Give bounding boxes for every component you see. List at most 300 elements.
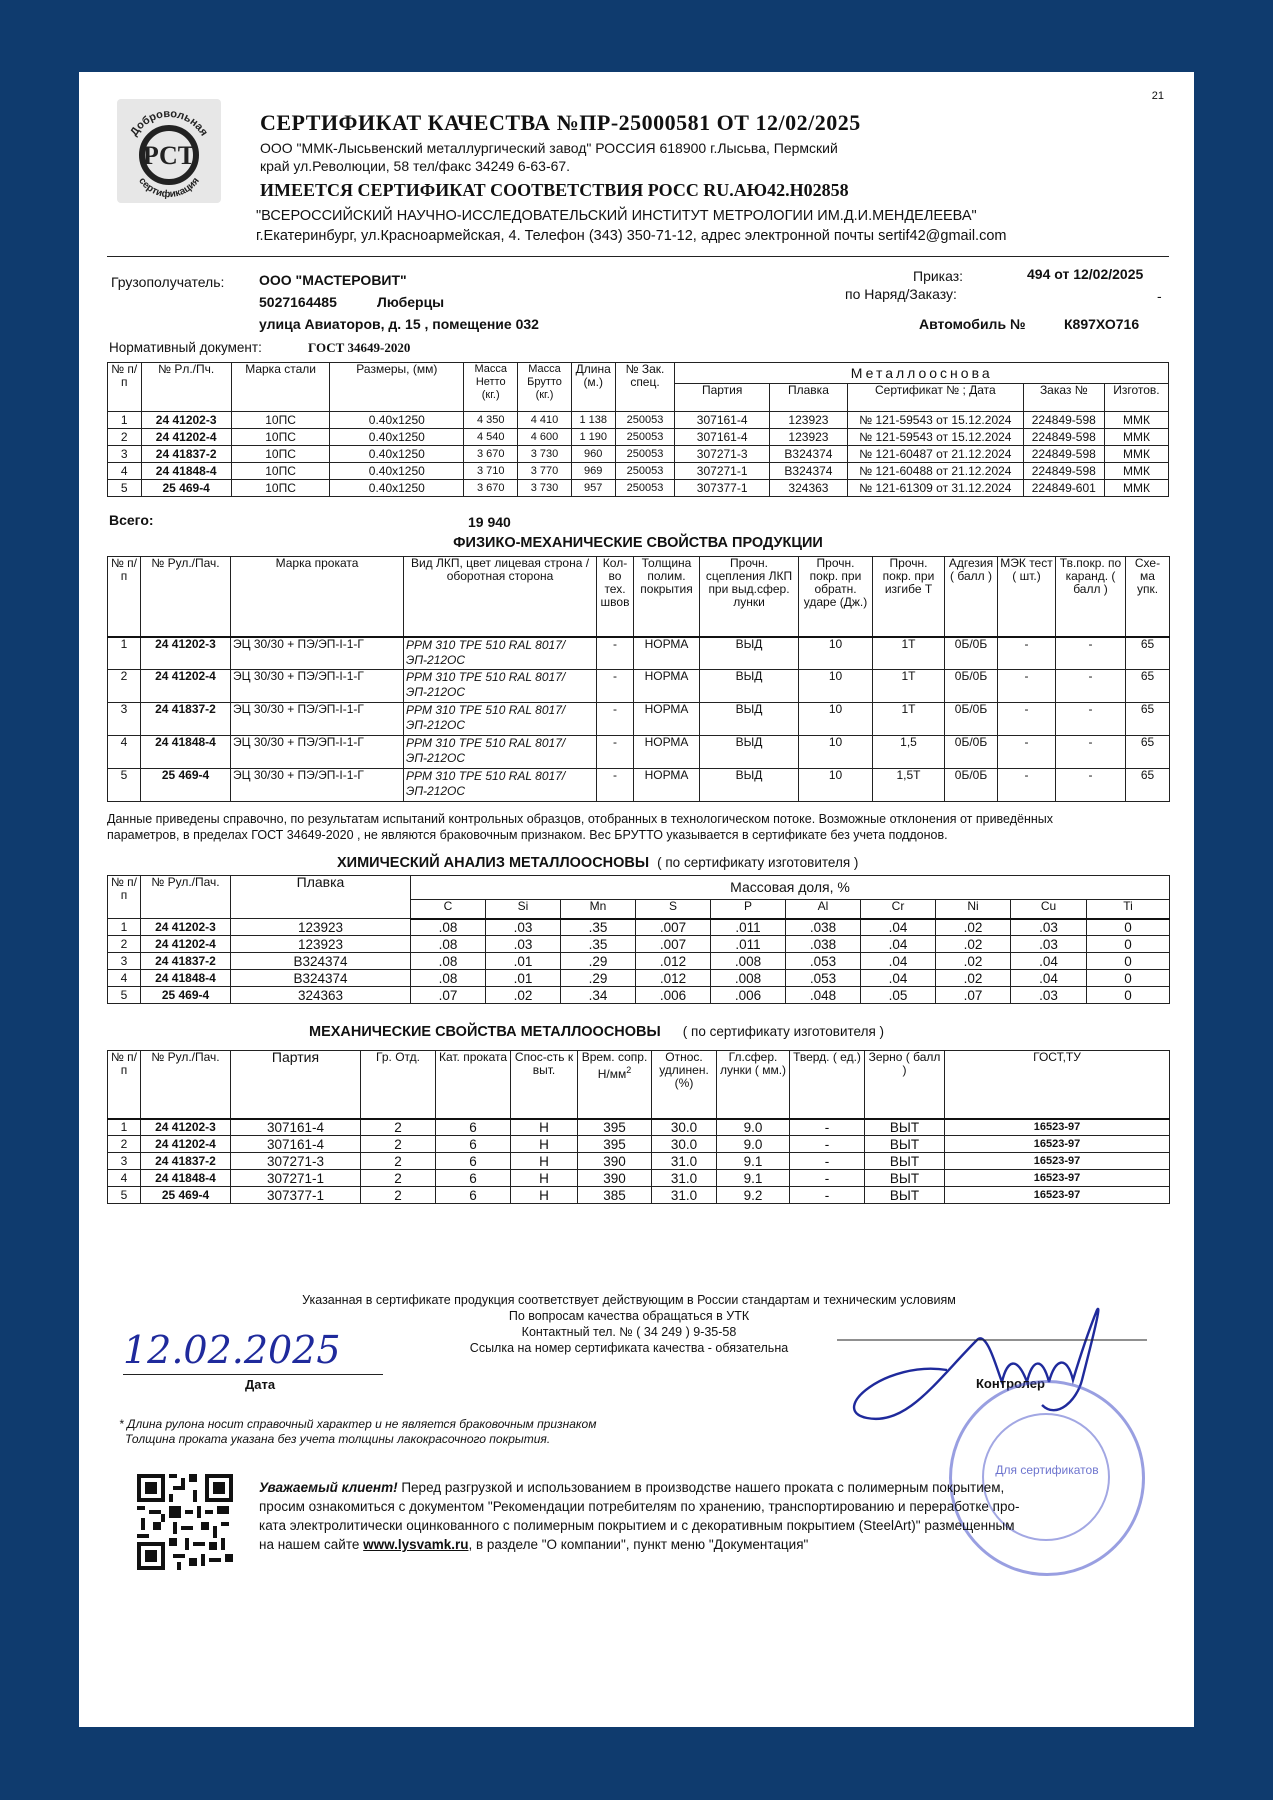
t1-cell-roll: 24 41837-2 — [141, 446, 231, 463]
t4-h-category: Кат. проката — [436, 1051, 511, 1119]
t4-cell-cupping: 9.2 — [717, 1187, 790, 1204]
t2-h-coating: Вид ЛКП, цвет лицевая строна / оборотная сторона — [404, 557, 597, 637]
t3-cell-heat: В324374 — [231, 970, 411, 987]
t2-cell-thickness: НОРМА — [634, 703, 700, 736]
t4-cell-group: 2 — [361, 1136, 436, 1153]
t3-cell-el-ti: 0 — [1087, 987, 1170, 1004]
t1-h-cert: Сертификат № ; Дата — [848, 384, 1024, 412]
t2-cell-coating-back: ЭП-212ОС — [406, 718, 466, 732]
physmech-note-2: параметров, в пределах ГОСТ 34649-2020 , не являются браковочным признаком. Вес БРУТТО указывается в сертификате без учета поддонов. — [107, 828, 948, 842]
t1-cell-cert: № 121-60487 от 21.12.2024 — [848, 446, 1024, 463]
t2-cell-mek: - — [998, 670, 1056, 703]
client-line-2: просим ознакомиться с документом "Рекомендации потребителям по хранению, транспортированию и переработке про- — [259, 1499, 1020, 1514]
t2-cell-pack: 65 — [1126, 637, 1170, 670]
t4-cell-category: 6 — [436, 1170, 511, 1187]
t3-cell-el-s: .007 — [636, 936, 711, 953]
t3-cell-el-cu: .03 — [1011, 936, 1087, 953]
stamp-text: Для сертификатов — [995, 1463, 1099, 1477]
t2-cell-coating — [404, 670, 597, 703]
t1-cell-gross: 3 770 — [518, 463, 572, 480]
logo-top-text: Добровольная — [128, 107, 210, 139]
certificate-sheet — [79, 72, 1194, 1727]
t1-cell-batch: 307161-4 — [675, 412, 769, 429]
t2-cell-pack: 65 — [1126, 670, 1170, 703]
t2-cell-product: ЭЦ 30/30 + ПЭ/ЭП-I-1-Г — [231, 670, 404, 703]
t2-cell-product: ЭЦ 30/30 + ПЭ/ЭП-I-1-Г — [231, 736, 404, 769]
t4-body — [108, 1119, 1170, 1204]
t4-cell-num: 5 — [108, 1187, 141, 1204]
t3-cell-el-mn: .35 — [561, 936, 636, 953]
t2-cell-coating-back: ЭП-212ОС — [406, 685, 466, 699]
t4-cell-gost: 16523-97 — [945, 1153, 1170, 1170]
t3-cell-el-c: .08 — [411, 970, 486, 987]
t2-cell-adhesion: 0Б/0Б — [945, 703, 998, 736]
t4-cell-category: 6 — [436, 1136, 511, 1153]
t2-cell-thickness: НОРМА — [634, 736, 700, 769]
t2-cell-coating — [404, 769, 597, 802]
t3-cell-el-cr: .04 — [861, 936, 936, 953]
t4-cell-tensile: 390 — [578, 1153, 652, 1170]
t2-cell-thickness: НОРМА — [634, 769, 700, 802]
t4-cell-num: 1 — [108, 1119, 141, 1136]
t2-body — [108, 637, 1170, 802]
t2-cell-coating-back: ЭП-212ОС — [406, 784, 466, 798]
t3-cell-el-c: .08 — [411, 953, 486, 970]
t1-h-gross: Масса Брутто (кг.) — [518, 363, 572, 412]
rst-logo — [117, 99, 221, 203]
t4-cell-drawability: Н — [511, 1153, 578, 1170]
maker-line-1: ООО "ММК-Лысьвенский металлургический завод" РОССИЯ 618900 г.Лысьва, Пермский — [260, 140, 838, 156]
total-value: 19 940 — [468, 514, 511, 530]
t3-cell-el-c: .08 — [411, 919, 486, 936]
controller-label: Контролер — [976, 1376, 1045, 1391]
table-row — [108, 703, 1170, 736]
t4-cell-hardness: - — [790, 1187, 865, 1204]
t4-cell-batch: 307271-3 — [231, 1153, 361, 1170]
t4-cell-group: 2 — [361, 1153, 436, 1170]
t1-cell-order-no: 224849-598 — [1023, 463, 1104, 480]
t1-cell-net: 4 540 — [464, 429, 518, 446]
t4-cell-tensile: 385 — [578, 1187, 652, 1204]
t3-cell-heat: В324374 — [231, 953, 411, 970]
chem-title: ХИМИЧЕСКИЙ АНАЛИЗ МЕТАЛЛООСНОВЫ — [337, 855, 650, 871]
physmech-note-1: Данные приведены справочно, по результатам испытаний контрольных образцов, отобранных в технологическом потоке. Возможные отклонения от приведённых — [107, 812, 1054, 826]
t3-cell-roll: 24 41837-2 — [141, 953, 231, 970]
t2-cell-seams: - — [597, 703, 634, 736]
mech-title-line — [309, 1024, 884, 1040]
t2-cell-coating-back: ЭП-212ОС — [406, 652, 466, 667]
t1-h-batch: Партия — [675, 384, 769, 412]
t3-cell-el-s: .006 — [636, 987, 711, 1004]
t4-cell-group: 2 — [361, 1187, 436, 1204]
institute-address: г.Екатеринбург, ул.Красноармейская, 4. Телефон (343) 350-71-12, адрес электронной почты sertif42@gmail.com — [256, 228, 1007, 244]
t4-cell-roll: 24 41837-2 — [141, 1153, 231, 1170]
t1-cell-gross: 3 730 — [518, 480, 572, 497]
t2-cell-mek: - — [998, 736, 1056, 769]
t1-h-length: Длина (м.) — [571, 363, 615, 412]
t4-h-roll: № Рул./Пач. — [141, 1051, 231, 1119]
t2-cell-coating-face: PPM 310 TPE 510 RAL 8017/ — [406, 637, 566, 652]
t1-cell-num: 1 — [108, 412, 142, 429]
t1-cell-maker: ММК — [1104, 480, 1168, 497]
t2-h-product: Марка проката — [231, 557, 404, 637]
t2-cell-impact: 10 — [799, 736, 873, 769]
t1-cell-length: 1 138 — [571, 412, 615, 429]
t4-cell-roll: 24 41848-4 — [141, 1170, 231, 1187]
t3-cell-el-ni: .02 — [936, 936, 1011, 953]
order-value: 494 от 12/02/2025 — [1027, 266, 1144, 282]
t4-cell-batch: 307161-4 — [231, 1119, 361, 1136]
t1-cell-net: 3 670 — [464, 480, 518, 497]
t4-cell-grain: ВЫТ — [865, 1119, 945, 1136]
t4-h-group: Гр. Отд. — [361, 1051, 436, 1119]
t1-cell-length: 969 — [571, 463, 615, 480]
compliance-line-4: Ссылка на номер сертификата качества - обязательна — [469, 1341, 789, 1355]
t1-cell-num: 5 — [108, 480, 142, 497]
t1-cell-steel: 10ПС — [231, 412, 329, 429]
t3-cell-el-s: .007 — [636, 919, 711, 936]
t1-cell-batch: 307271-1 — [675, 463, 769, 480]
t1-cell-heat: В324374 — [769, 463, 847, 480]
t2-cell-coating-face: PPM 310 TPE 510 RAL 8017/ — [406, 736, 566, 750]
chem-table — [107, 875, 1170, 1004]
table-row — [108, 429, 1169, 446]
t4-cell-category: 6 — [436, 1119, 511, 1136]
t1-h-order: № Зак. спец. — [615, 363, 675, 412]
table-row — [108, 463, 1169, 480]
t1-cell-num: 3 — [108, 446, 142, 463]
t1-cell-size: 0.40x1250 — [330, 463, 464, 480]
t2-h-adhesion-strength: Прочн. сцепления ЛКП при выд.сфер. лунки — [700, 557, 799, 637]
t3-cell-el-p: .006 — [711, 987, 786, 1004]
handwritten-date: 12.02.2025 — [123, 1328, 341, 1372]
t4-cell-batch: 307271-1 — [231, 1170, 361, 1187]
t1-cell-roll: 24 41848-4 — [141, 463, 231, 480]
t2-cell-product: ЭЦ 30/30 + ПЭ/ЭП-I-1-Г — [231, 703, 404, 736]
t1-cell-net: 3 710 — [464, 463, 518, 480]
t3-cell-el-al: .053 — [786, 953, 861, 970]
client-line-4-pre: на нашем сайте — [259, 1537, 360, 1552]
t2-cell-bend: 1Т — [873, 670, 945, 703]
t4-cell-num: 4 — [108, 1170, 141, 1187]
t3-cell-el-mn: .29 — [561, 970, 636, 987]
t4-h-cupping: Гл.сфер. лунки ( мм.) — [717, 1051, 790, 1119]
t4-h-drawability: Спос-сть к выт. — [511, 1051, 578, 1119]
t4-cell-tensile: 395 — [578, 1136, 652, 1153]
table-row — [108, 1119, 1170, 1136]
t3-cell-el-si: .01 — [486, 970, 561, 987]
t2-cell-pack: 65 — [1126, 703, 1170, 736]
consignee-city: Люберцы — [377, 294, 445, 310]
t3-cell-el-cr: .04 — [861, 919, 936, 936]
t2-cell-num: 2 — [108, 670, 141, 703]
t3-h-el-p: P — [711, 900, 786, 919]
t2-cell-num: 5 — [108, 769, 141, 802]
t1-cell-num: 2 — [108, 429, 142, 446]
table-row — [108, 446, 1169, 463]
t1-cell-maker: ММК — [1104, 429, 1168, 446]
client-line-4-post: , в разделе "О компании", пункт меню "Документация" — [468, 1537, 809, 1552]
t4-cell-elongation: 30.0 — [652, 1119, 717, 1136]
date-label: Дата — [245, 1377, 276, 1392]
t2-cell-pencil: - — [1056, 703, 1126, 736]
t1-h-num: № п/п — [108, 363, 142, 412]
rst-logo-icon — [117, 99, 221, 203]
table-row — [108, 987, 1170, 1004]
t3-cell-el-mn: .29 — [561, 953, 636, 970]
t3-cell-roll: 24 41202-3 — [141, 919, 231, 936]
t1-cell-batch: 307271-3 — [675, 446, 769, 463]
t3-cell-el-mn: .34 — [561, 987, 636, 1004]
table-row — [108, 953, 1170, 970]
t4-cell-gost: 16523-97 — [945, 1187, 1170, 1204]
t1-cell-order: 250053 — [615, 429, 675, 446]
t3-cell-el-cr: .04 — [861, 953, 936, 970]
t4-cell-tensile: 390 — [578, 1170, 652, 1187]
t1-cell-net: 3 670 — [464, 446, 518, 463]
order-label: Приказ: — [913, 268, 964, 284]
t4-cell-elongation: 31.0 — [652, 1170, 717, 1187]
t3-cell-el-mn: .35 — [561, 919, 636, 936]
t1-cell-order-no: 224849-601 — [1023, 480, 1104, 497]
t4-cell-grain: ВЫТ — [865, 1187, 945, 1204]
t2-h-bend: Прочн. покр. при изгибе Т — [873, 557, 945, 637]
t1-cell-roll: 24 41202-3 — [141, 412, 231, 429]
t2-cell-adhesion: 0Б/0Б — [945, 769, 998, 802]
t2-h-thickness: Толщина полим. покрытия — [634, 557, 700, 637]
t2-cell-coating — [404, 637, 597, 670]
t1-cell-cert: № 121-59543 от 15.12.2024 — [848, 429, 1024, 446]
t2-cell-coating-face: PPM 310 TPE 510 RAL 8017/ — [406, 769, 566, 783]
t2-cell-mek: - — [998, 769, 1056, 802]
t1-cell-size: 0.40x1250 — [330, 412, 464, 429]
compliance-line-1: Указанная в сертификате продукция соответствует действующим в России стандартам и техническим условиям — [302, 1293, 956, 1307]
t2-cell-adhesion-strength: ВЫД — [700, 637, 799, 670]
t1-cell-maker: ММК — [1104, 463, 1168, 480]
t4-cell-roll: 25 469-4 — [141, 1187, 231, 1204]
consignee-label: Грузополучатель: — [111, 274, 225, 290]
t4-h-gost: ГОСТ,ТУ — [945, 1051, 1170, 1119]
t3-cell-el-si: .02 — [486, 987, 561, 1004]
date-line — [123, 1374, 383, 1375]
t3-cell-el-cr: .04 — [861, 970, 936, 987]
t1-body — [108, 412, 1169, 497]
t2-cell-num: 3 — [108, 703, 141, 736]
t4-h-tensile — [578, 1051, 652, 1119]
t2-cell-thickness: НОРМА — [634, 637, 700, 670]
t1-cell-order-no: 224849-598 — [1023, 446, 1104, 463]
t1-cell-size: 0.40x1250 — [330, 480, 464, 497]
normdoc-label: Нормативный документ: — [109, 340, 262, 355]
t3-cell-el-p: .011 — [711, 936, 786, 953]
t2-cell-thickness: НОРМА — [634, 670, 700, 703]
certificate-title: СЕРТИФИКАТ КАЧЕСТВА №ПР-25000581 ОТ 12/02/2025 — [260, 110, 861, 135]
t1-h-metal-base: Металлооснова — [675, 363, 1169, 384]
t3-cell-num: 3 — [108, 953, 141, 970]
t3-h-num: № п/п — [108, 876, 141, 919]
thickness-note: Толщина проката указана без учета толщины лакокрасочного покрытия. — [125, 1432, 551, 1446]
t2-cell-coating-face: PPM 310 TPE 510 RAL 8017/ — [406, 670, 566, 684]
t3-cell-el-ni: .02 — [936, 953, 1011, 970]
t1-cell-order-no: 224849-598 — [1023, 429, 1104, 446]
t3-cell-el-cu: .03 — [1011, 919, 1087, 936]
table-row — [108, 480, 1169, 497]
t3-h-el-mn: Mn — [561, 900, 636, 919]
t3-h-el-ni: Ni — [936, 900, 1011, 919]
t2-cell-mek: - — [998, 703, 1056, 736]
t4-cell-grain: ВЫТ — [865, 1136, 945, 1153]
t2-h-pencil: Тв.покр. по каранд. ( балл ) — [1056, 557, 1126, 637]
physmech-table — [107, 556, 1170, 802]
t2-cell-pencil: - — [1056, 736, 1126, 769]
t3-cell-el-si: .03 — [486, 919, 561, 936]
compliance-line-3: Контактный тел. № ( 34 249 ) 9-35-58 — [521, 1325, 737, 1339]
t2-cell-mek: - — [998, 637, 1056, 670]
t2-h-seams: Кол-во тех. швов — [597, 557, 634, 637]
t1-h-maker: Изготов. — [1104, 384, 1168, 412]
t4-cell-elongation: 31.0 — [652, 1187, 717, 1204]
t1-cell-heat: В324374 — [769, 446, 847, 463]
t2-cell-adhesion: 0Б/0Б — [945, 736, 998, 769]
t4-cell-elongation: 31.0 — [652, 1153, 717, 1170]
t3-cell-el-al: .048 — [786, 987, 861, 1004]
t1-cell-gross: 4 600 — [518, 429, 572, 446]
table-row — [108, 1187, 1170, 1204]
t1-cell-roll: 25 469-4 — [141, 480, 231, 497]
t2-cell-pack: 65 — [1126, 769, 1170, 802]
t1-h-steel: Марка стали — [231, 363, 329, 412]
t1-cell-order: 250053 — [615, 412, 675, 429]
t2-cell-coating-face: PPM 310 TPE 510 RAL 8017/ — [406, 703, 566, 717]
t4-cell-hardness: - — [790, 1136, 865, 1153]
t1-cell-length: 960 — [571, 446, 615, 463]
t2-h-impact: Прочн. покр. при обратн. ударе (Дж.) — [799, 557, 873, 637]
t2-h-roll: № Рул./Пач. — [141, 557, 231, 637]
t3-cell-el-si: .03 — [486, 936, 561, 953]
t2-cell-product: ЭЦ 30/30 + ПЭ/ЭП-I-1-Г — [231, 769, 404, 802]
t1-cell-gross: 4 410 — [518, 412, 572, 429]
t4-cell-grain: ВЫТ — [865, 1170, 945, 1187]
t3-h-el-cu: Cu — [1011, 900, 1087, 919]
t1-cell-cert: № 121-60488 от 21.12.2024 — [848, 463, 1024, 480]
t1-cell-cert: № 121-61309 от 31.12.2024 — [848, 480, 1024, 497]
t1-cell-size: 0.40x1250 — [330, 446, 464, 463]
logo-mark: РСТ — [142, 141, 196, 170]
t2-cell-pack: 65 — [1126, 736, 1170, 769]
t4-h-hardness: Тверд. ( ед.) — [790, 1051, 865, 1119]
chem-title-line — [337, 855, 858, 871]
t3-cell-heat: 123923 — [231, 936, 411, 953]
t1-h-net: Масса Нетто (кг.) — [464, 363, 518, 412]
t4-cell-cupping: 9.0 — [717, 1136, 790, 1153]
t3-cell-heat: 123923 — [231, 919, 411, 936]
roll-length-note: * Длина рулона носит справочный характер и не является браковочным признаком — [119, 1417, 597, 1431]
svg-text:Добровольная — [128, 108, 210, 138]
t3-cell-el-ti: 0 — [1087, 919, 1170, 936]
t2-cell-roll: 24 41837-2 — [141, 703, 231, 736]
t4-cell-batch: 307161-4 — [231, 1136, 361, 1153]
t3-cell-roll: 24 41848-4 — [141, 970, 231, 987]
maker-line-2: край ул.Революции, 58 тел/факс 34249 6-63-67. — [260, 158, 571, 174]
t4-cell-group: 2 — [361, 1119, 436, 1136]
table-row — [108, 1153, 1170, 1170]
t2-cell-bend: 1,5 — [873, 736, 945, 769]
shipment-table — [107, 362, 1169, 497]
t4-cell-gost: 16523-97 — [945, 1170, 1170, 1187]
table-row — [108, 970, 1170, 987]
car-value: К897ХО716 — [1064, 316, 1140, 332]
t2-cell-adhesion-strength: ВЫД — [700, 769, 799, 802]
table-row — [108, 736, 1170, 769]
t3-cell-el-s: .012 — [636, 953, 711, 970]
t2-cell-pencil: - — [1056, 637, 1126, 670]
t2-cell-num: 1 — [108, 637, 141, 670]
t3-cell-el-ni: .07 — [936, 987, 1011, 1004]
t2-h-pack: Схе-ма упк. — [1126, 557, 1170, 637]
consignee-inn: 5027164485 — [259, 294, 337, 310]
t2-cell-adhesion: 0Б/0Б — [945, 637, 998, 670]
t4-cell-drawability: Н — [511, 1136, 578, 1153]
t2-h-adhesion: Адгезия ( балл ) — [945, 557, 998, 637]
t3-cell-el-p: .011 — [711, 919, 786, 936]
t1-cell-order-no: 224849-598 — [1023, 412, 1104, 429]
t1-cell-length: 957 — [571, 480, 615, 497]
t4-h-elongation: Относ. удлинен. (%) — [652, 1051, 717, 1119]
website-link[interactable]: www.lysvamk.ru — [363, 1537, 469, 1552]
t3-cell-el-cr: .05 — [861, 987, 936, 1004]
t4-h-grain: Зерно ( балл ) — [865, 1051, 945, 1119]
t1-cell-maker: ММК — [1104, 412, 1168, 429]
t3-cell-el-c: .07 — [411, 987, 486, 1004]
physmech-title: ФИЗИКО-МЕХАНИЧЕСКИЕ СВОЙСТВА ПРОДУКЦИИ — [453, 535, 823, 551]
t2-cell-product: ЭЦ 30/30 + ПЭ/ЭП-I-1-Г — [231, 637, 404, 670]
compliance-line-2: По вопросам качества обращаться в УТК — [508, 1309, 750, 1323]
normdoc-value: ГОСТ 34649-2020 — [308, 340, 411, 355]
t3-h-el-cr: Cr — [861, 900, 936, 919]
t4-cell-cupping: 9.1 — [717, 1153, 790, 1170]
t3-h-el-c: C — [411, 900, 486, 919]
car-label: Автомобиль № — [919, 316, 1026, 332]
consignee-address: улица Авиаторов, д. 15 , помещение 032 — [259, 316, 539, 332]
header-divider — [107, 256, 1169, 257]
t2-cell-adhesion-strength: ВЫД — [700, 670, 799, 703]
t1-cell-order: 250053 — [615, 446, 675, 463]
t3-cell-num: 5 — [108, 987, 141, 1004]
t2-cell-roll: 25 469-4 — [141, 769, 231, 802]
t4-cell-batch: 307377-1 — [231, 1187, 361, 1204]
client-title: Уважаемый клиент! — [259, 1480, 398, 1495]
t4-cell-num: 2 — [108, 1136, 141, 1153]
t2-cell-pencil: - — [1056, 670, 1126, 703]
t1-cell-heat: 123923 — [769, 429, 847, 446]
consignee-name: ООО "МАСТЕРОВИТ" — [259, 272, 407, 288]
t1-cell-heat: 123923 — [769, 412, 847, 429]
t2-cell-coating — [404, 703, 597, 736]
t4-cell-drawability: Н — [511, 1119, 578, 1136]
t3-h-heat: Плавка — [231, 876, 411, 919]
invoice-value: - — [1157, 288, 1162, 304]
table-row — [108, 670, 1170, 703]
t3-cell-el-ti: 0 — [1087, 970, 1170, 987]
t3-cell-el-p: .008 — [711, 953, 786, 970]
t2-cell-roll: 24 41202-4 — [141, 670, 231, 703]
invoice-label: по Наряд/Заказу: — [845, 286, 957, 302]
t2-cell-roll: 24 41848-4 — [141, 736, 231, 769]
t4-cell-drawability: Н — [511, 1170, 578, 1187]
t4-h-tensile-sup: 2 — [626, 1065, 632, 1075]
t3-cell-el-cu: .04 — [1011, 953, 1087, 970]
t4-cell-grain: ВЫТ — [865, 1153, 945, 1170]
